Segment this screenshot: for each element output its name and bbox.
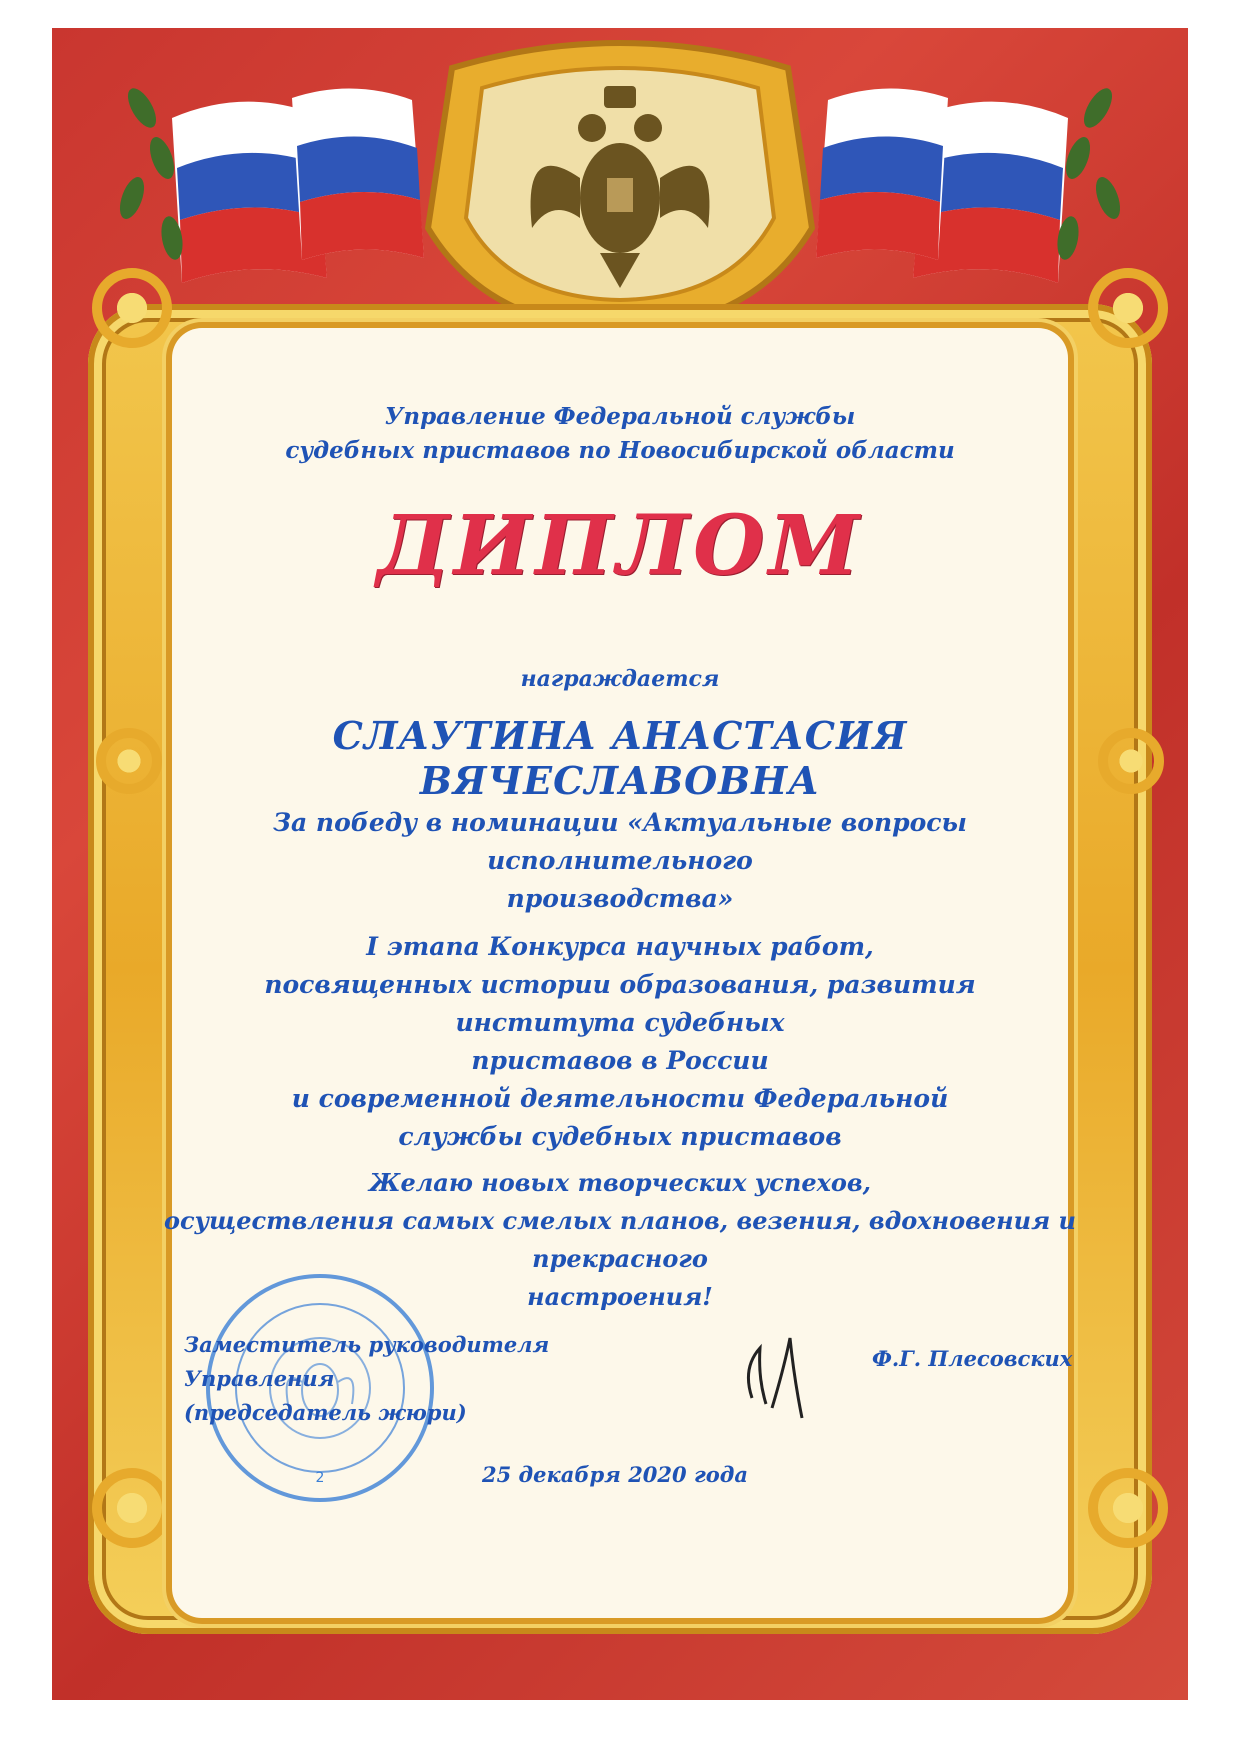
- swirl-ornament: [92, 1468, 172, 1548]
- swirl-ornament: [92, 268, 172, 348]
- contest-line-1: I этапа Конкурса научных работ,: [366, 932, 874, 961]
- contest-line-2: посвященных истории образования, развития института судебных: [264, 970, 976, 1037]
- organization-line-1: Управление Федеральной службы: [384, 403, 856, 430]
- organization-line-2: судебных приставов по Новосибирской области: [285, 437, 955, 464]
- contest-line-5: службы судебных приставов: [398, 1122, 842, 1151]
- signatory-name: Ф.Г. Плесовских: [872, 1346, 1073, 1371]
- wishes-line-1: Желаю новых творческих успехов,: [368, 1168, 872, 1197]
- swirl-ornament: [1088, 268, 1168, 348]
- issue-date: 25 декабря 2020 года: [482, 1462, 748, 1487]
- swirl-ornament: [96, 728, 162, 794]
- issuing-organization: [172, 400, 1068, 468]
- signatory-position-line-2: (председатель жюри): [184, 1400, 467, 1425]
- diploma-sheet: [52, 28, 1188, 1700]
- award-reason: [232, 804, 1008, 918]
- left-flag-icon: [172, 88, 424, 283]
- diploma-title: ДИПЛОМ: [376, 498, 864, 594]
- right-flag-icon: [816, 88, 1068, 283]
- reason-line-1: За победу в номинации «Актуальные вопросы исполнительного: [273, 808, 967, 875]
- laurel-branch-left-icon: [115, 84, 186, 261]
- wishes-line-2: осуществления самых смелых планов, везения, вдохновения и прекрасного: [164, 1206, 1076, 1273]
- swirl-ornament: [1088, 1468, 1168, 1548]
- top-ornament: [52, 28, 1188, 328]
- contest-description: [212, 928, 1028, 1156]
- contest-line-3: приставов в России: [471, 1046, 769, 1075]
- handwritten-signature: [732, 1308, 842, 1428]
- reason-line-2: производства»: [506, 884, 734, 913]
- stamp-number: 2: [315, 1470, 325, 1486]
- contest-line-4: и современной деятельности Федеральной: [291, 1084, 949, 1113]
- signatory-position-line-1: Заместитель руководителя Управления: [184, 1332, 550, 1391]
- wishes-line-3: настроения!: [527, 1282, 713, 1311]
- signatory-position: [184, 1328, 624, 1430]
- laurel-branch-right-icon: [1054, 84, 1125, 261]
- awarded-label: награждается: [520, 666, 720, 692]
- diploma-content: [164, 328, 1076, 1618]
- recipient-name: СЛАУТИНА АНАСТАСИЯ ВЯЧЕСЛАВОВНА: [332, 713, 908, 803]
- swirl-ornament: [1098, 728, 1164, 794]
